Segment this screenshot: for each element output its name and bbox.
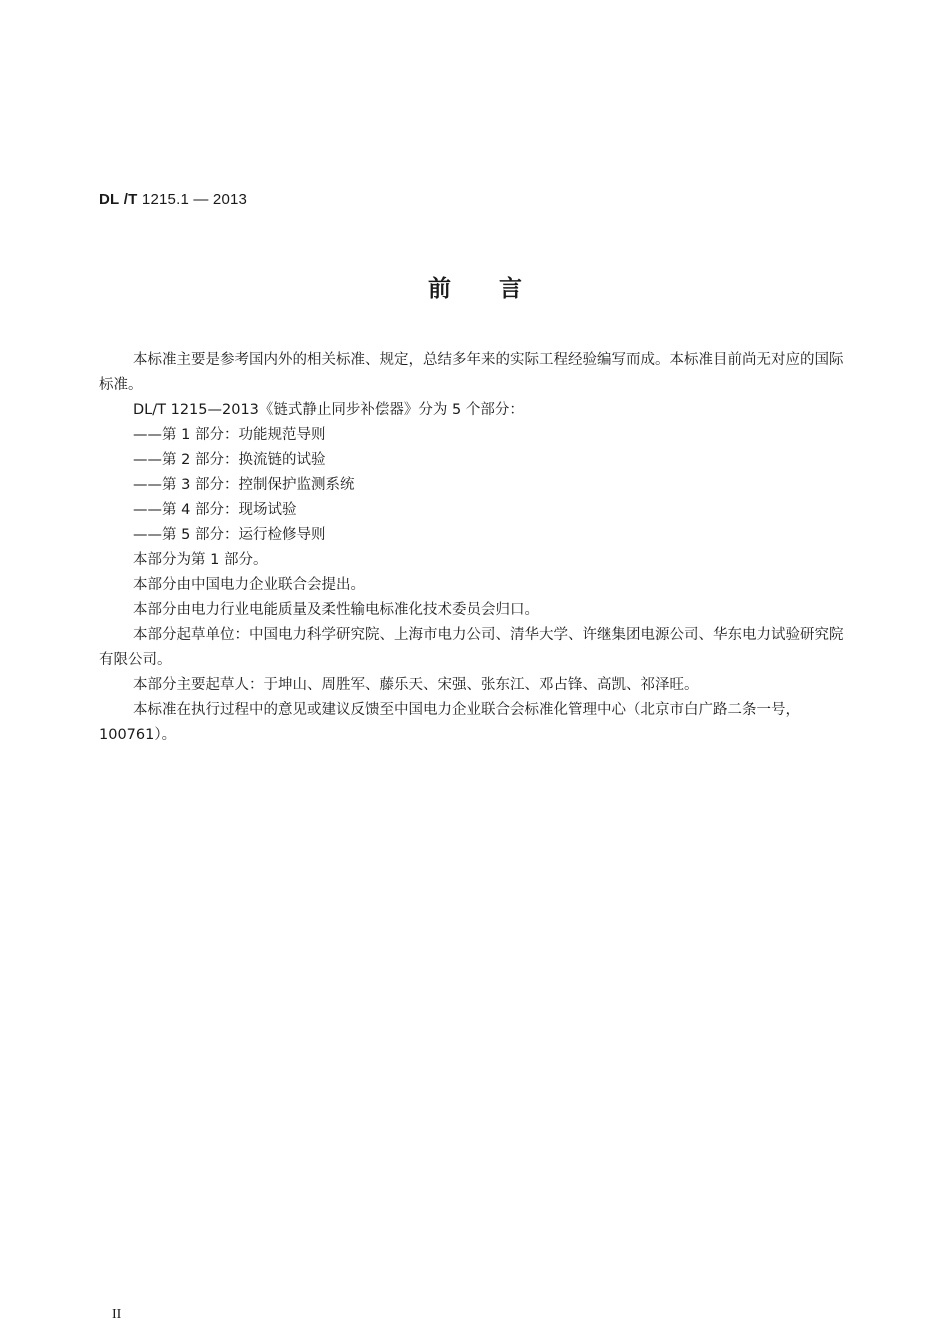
paragraph-this-part: 本部分为第 1 部分。 bbox=[133, 552, 268, 568]
paragraph-proposer: 本部分由中国电力企业联合会提出。 bbox=[133, 577, 365, 593]
standard-number: 1215.1 — 2013 bbox=[141, 191, 248, 208]
list-item-part-2: ——第 2 部分：换流链的试验 bbox=[133, 452, 326, 468]
standard-prefix: DL bbox=[99, 191, 120, 208]
paragraph-drafters: 本部分主要起草人：于坤山、周胜军、藤乐天、宋强、张东江、邓占锋、高凯、祁泽旺。 bbox=[133, 677, 699, 693]
paragraph-committee: 本部分由电力行业电能质量及柔性输电标准化技术委员会归口。 bbox=[133, 602, 539, 618]
paragraph-parts: DL/T 1215—2013《链式静止同步补偿器》分为 5 个部分： bbox=[133, 402, 524, 418]
page-title: 前言 bbox=[428, 276, 570, 302]
list-item-part-3: ——第 3 部分：控制保护监测系统 bbox=[133, 477, 355, 493]
page-number: II bbox=[112, 1307, 122, 1322]
list-item-part-4: ——第 4 部分：现场试验 bbox=[133, 502, 297, 518]
list-item-part-1: ——第 1 部分：功能规范导则 bbox=[133, 427, 326, 443]
standard-t: T bbox=[128, 191, 138, 208]
paragraph-drafting-units: 本部分起草单位：中国电力科学研究院、上海市电力公司、清华大学、许继集团电源公司、华东电力试验研究院有限公司。 bbox=[99, 627, 844, 668]
list-item-part-5: ——第 5 部分：运行检修导则 bbox=[133, 527, 326, 543]
paragraph-intro: 本标准主要是参考国内外的相关标准、规定，总结多年来的实际工程经验编写而成。本标准目前尚无对应的国际标准。 bbox=[99, 352, 844, 393]
standard-code bbox=[99, 191, 247, 208]
standard-slash: / bbox=[123, 191, 129, 208]
paragraph-feedback: 本标准在执行过程中的意见或建议反馈至中国电力企业联合会标准化管理中心（北京市白广路二条一号，100761）。 bbox=[99, 702, 800, 743]
foreword-body bbox=[99, 348, 851, 748]
